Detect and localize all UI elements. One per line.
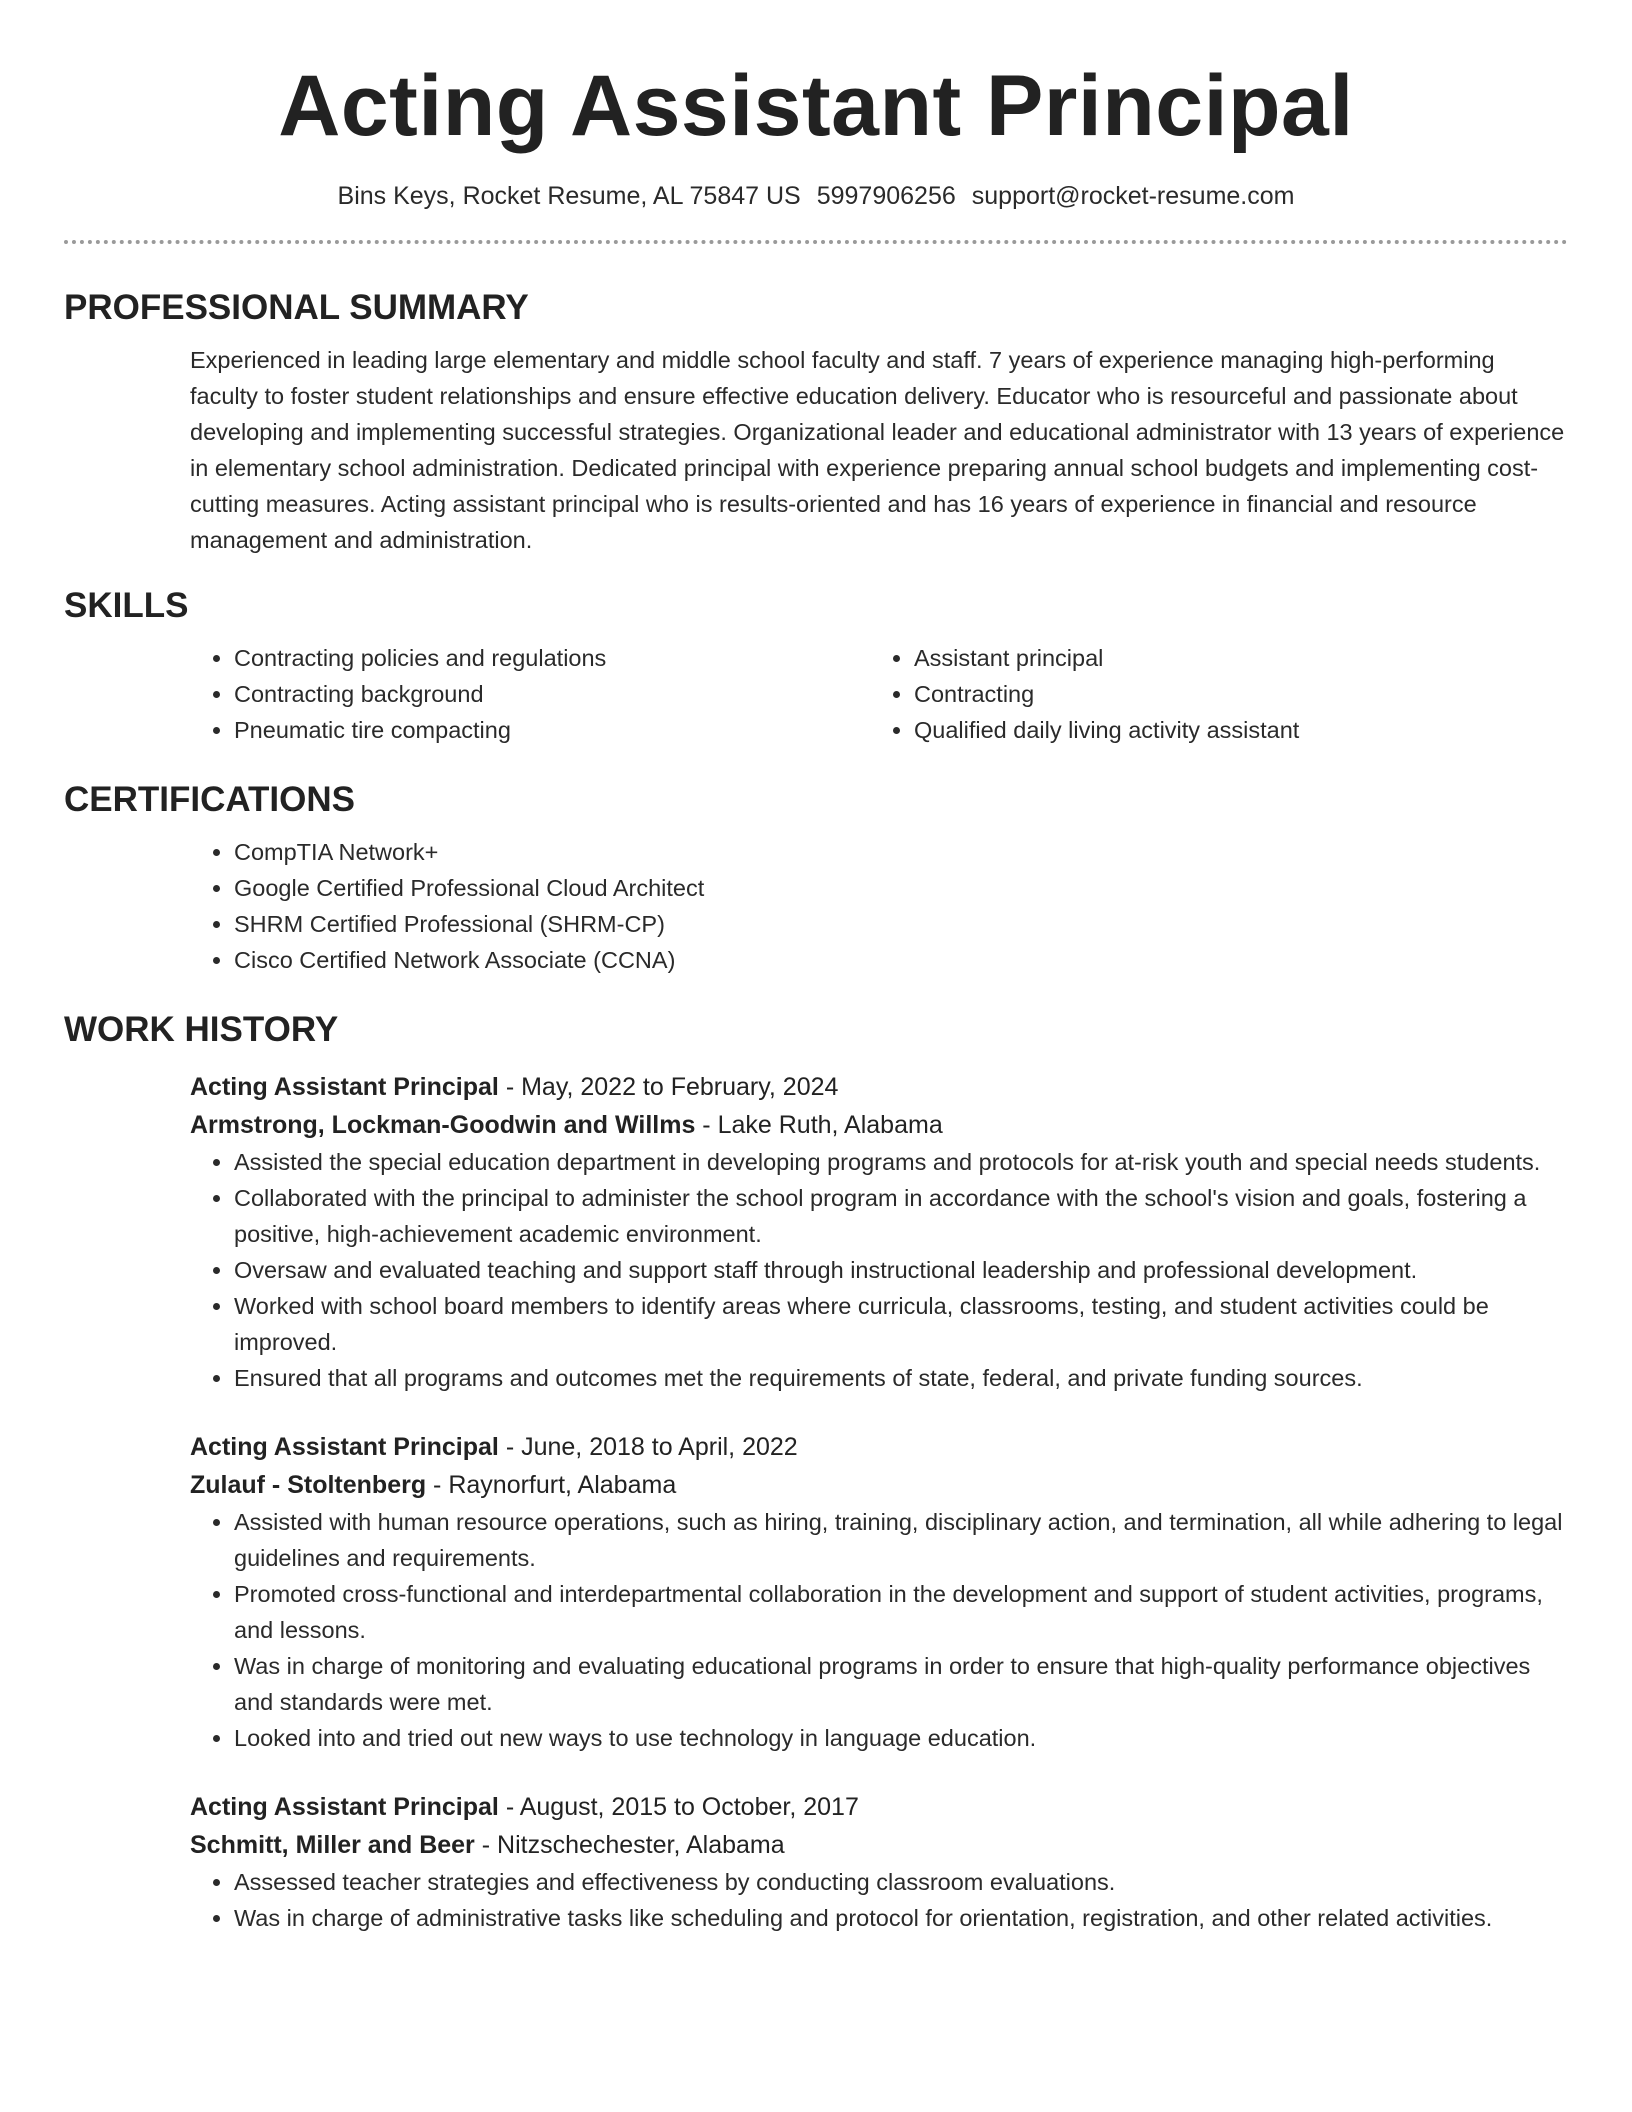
job-entry	[190, 1788, 1568, 1936]
skill-item: • Assistant principal	[914, 640, 1568, 676]
job-dates: - June, 2018 to April, 2022	[498, 1433, 798, 1461]
job-title-line	[190, 1788, 1568, 1826]
job-location: - Nitzschechester, Alabama	[474, 1831, 785, 1859]
job-bullets	[190, 1144, 1568, 1396]
job-bullet: • Assisted the special education department in developing programs and protocols for at-risk youth and special needs students.	[234, 1144, 1568, 1180]
skills-list-right	[870, 640, 1568, 748]
job-title-line	[190, 1428, 1568, 1466]
job-bullets	[190, 1864, 1568, 1936]
job-bullet: • Oversaw and evaluated teaching and support staff through instructional leadership and professional development.	[234, 1252, 1568, 1288]
job-bullet: • Ensured that all programs and outcomes met the requirements of state, federal, and private funding sources.	[234, 1360, 1568, 1396]
skills-heading: SKILLS	[64, 586, 189, 625]
job-location: - Lake Ruth, Alabama	[695, 1111, 943, 1139]
certifications-section	[190, 834, 1568, 978]
certification-item: • CompTIA Network+	[234, 834, 1568, 870]
certifications-heading: CERTIFICATIONS	[64, 780, 356, 819]
job-bullet: • Assisted with human resource operations, such as hiring, training, disciplinary action, and termination, all while adhering to legal guidelines and requirements.	[234, 1504, 1568, 1576]
job-dates: - August, 2015 to October, 2017	[498, 1793, 859, 1821]
contact-line	[64, 180, 1568, 212]
contact-address: Bins Keys, Rocket Resume, AL 75847 US	[337, 182, 801, 210]
job-role: Acting Assistant Principal	[190, 1433, 499, 1461]
skills-list-left	[190, 640, 870, 748]
job-company-line	[190, 1466, 1568, 1504]
certification-item: • Google Certified Professional Cloud Architect	[234, 870, 1568, 906]
work-history-heading: WORK HISTORY	[64, 1010, 339, 1049]
job-company-line	[190, 1826, 1568, 1864]
job-bullet: • Promoted cross-functional and interdepartmental collaboration in the development and support of student activities, programs, and lessons.	[234, 1576, 1568, 1648]
skill-item: • Contracting background	[234, 676, 870, 712]
job-entry	[190, 1068, 1568, 1396]
job-role: Acting Assistant Principal	[190, 1793, 499, 1821]
header-divider	[64, 240, 1568, 244]
job-company: Zulauf - Stoltenberg	[190, 1471, 427, 1499]
skill-item: • Qualified daily living activity assistant	[914, 712, 1568, 748]
contact-phone: 5997906256	[816, 182, 956, 210]
certification-item: • SHRM Certified Professional (SHRM-CP)	[234, 906, 1568, 942]
certification-item: • Cisco Certified Network Associate (CCNA)	[234, 942, 1568, 978]
job-bullet: • Worked with school board members to identify areas where curricula, classrooms, testing, and student activities could be improved.	[234, 1288, 1568, 1360]
job-company-line	[190, 1106, 1568, 1144]
resume-name: Acting Assistant Principal	[278, 58, 1354, 154]
job-bullet: • Collaborated with the principal to administer the school program in accordance with the school's vision and goals, fostering a positive, high-achievement academic environment.	[234, 1180, 1568, 1252]
summary-heading: PROFESSIONAL SUMMARY	[64, 288, 529, 327]
skills-section	[190, 640, 1568, 748]
job-bullet: • Assessed teacher strategies and effectiveness by conducting classroom evaluations.	[234, 1864, 1568, 1900]
job-bullet: • Was in charge of monitoring and evaluating educational programs in order to ensure that high-quality performance objectives and standards were met.	[234, 1648, 1568, 1720]
skill-item: • Pneumatic tire compacting	[234, 712, 870, 748]
contact-email: support@rocket-resume.com	[971, 182, 1295, 210]
job-role: Acting Assistant Principal	[190, 1073, 499, 1101]
summary-section	[190, 342, 1568, 558]
job-dates: - May, 2022 to February, 2024	[498, 1073, 839, 1101]
job-company: Schmitt, Miller and Beer	[190, 1831, 475, 1859]
job-bullet: • Was in charge of administrative tasks like scheduling and protocol for orientation, registration, and other related activities.	[234, 1900, 1568, 1936]
job-entry	[190, 1428, 1568, 1756]
certifications-list	[190, 834, 1568, 978]
skill-item: • Contracting	[914, 676, 1568, 712]
job-bullets	[190, 1504, 1568, 1756]
skill-item: • Contracting policies and regulations	[234, 640, 870, 676]
job-title-line	[190, 1068, 1568, 1106]
job-location: - Raynorfurt, Alabama	[426, 1471, 677, 1499]
summary-text: Experienced in leading large elementary and middle school faculty and staff. 7 years of experience managing high-performing faculty to foster student relationships and ensure effective education delivery. Educator who is resourceful and passionate about developing and implementing successful strategies. Organizational leader and educational administrator with 13 years of experience in elementary school administration. Dedicated principal with experience preparing annual school budgets and implementing cost-cutting measures. Acting assistant principal who is results-oriented and has 16 years of experience in financial and resource management and administration.	[190, 347, 1565, 553]
job-bullet: • Looked into and tried out new ways to use technology in language education.	[234, 1720, 1568, 1756]
job-company: Armstrong, Lockman-Goodwin and Willms	[190, 1111, 696, 1139]
